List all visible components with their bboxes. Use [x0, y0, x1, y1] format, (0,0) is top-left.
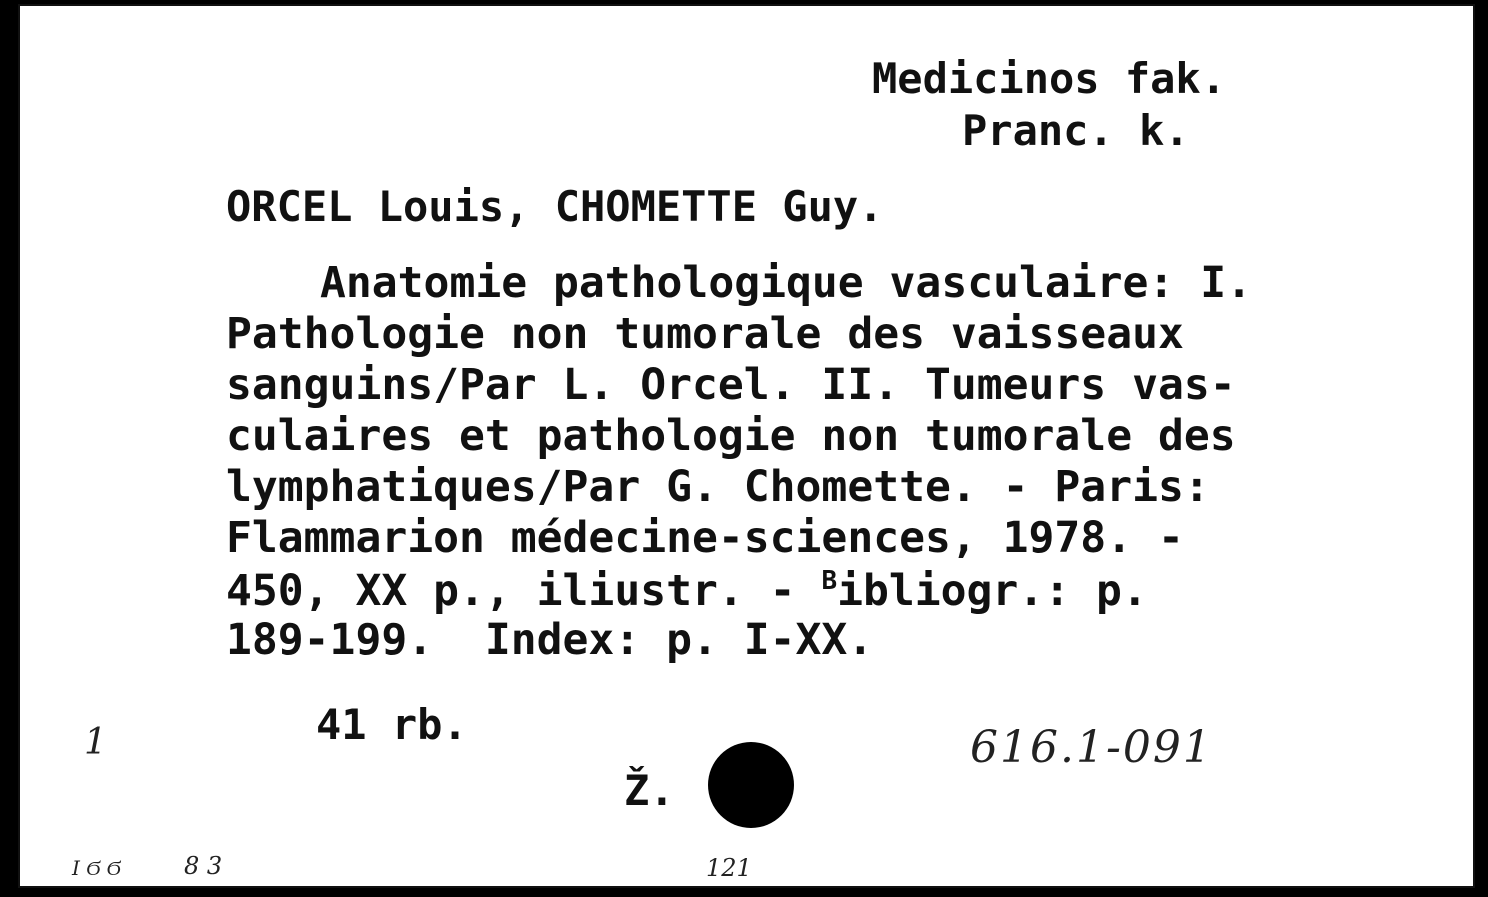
authors-line: ORCEL Louis, CHOMETTE Guy. [226, 182, 884, 231]
description-line-1: Anatomie pathologique vasculaire: I. [320, 258, 1252, 308]
description-line-8: 189-199. Index: p. I-XX. [226, 615, 874, 665]
description-line-5: lymphatiques/Par G. Chomette. - Paris: [226, 462, 1210, 512]
faculty-label: Medicinos fak. [872, 54, 1227, 103]
description-line-7-text: 450, XX p., iliustr. - [226, 566, 822, 616]
description-line-3: sanguins/Par L. Orcel. II. Tumeurs vas- [226, 360, 1236, 410]
description-line-4: culaires et pathologie non tumorale des [226, 411, 1236, 461]
language-label: Pranc. k. [962, 106, 1190, 155]
handwritten-bottom-left-b: 8 3 [184, 852, 223, 880]
handwritten-left-mark: 1 [84, 722, 107, 763]
description-line-7 [226, 566, 1148, 616]
zone-mark: Ž. [624, 766, 675, 815]
punch-hole [708, 742, 794, 828]
price-label: 41 rb. [316, 700, 468, 749]
biblio-superscript: B [821, 566, 838, 596]
description-line-6: Flammarion médecine-sciences, 1978. - [226, 513, 1184, 563]
handwritten-classification: 616.1-091 [970, 722, 1213, 773]
biblio-rest: ibliogr.: p. [837, 566, 1148, 616]
handwritten-bottom-left-a: Ι Ϭ Ϭ [72, 856, 121, 880]
catalog-card [18, 4, 1475, 888]
description-line-2: Pathologie non tumorale des vaisseaux [226, 309, 1184, 359]
handwritten-bottom-center: 121 [706, 854, 752, 882]
